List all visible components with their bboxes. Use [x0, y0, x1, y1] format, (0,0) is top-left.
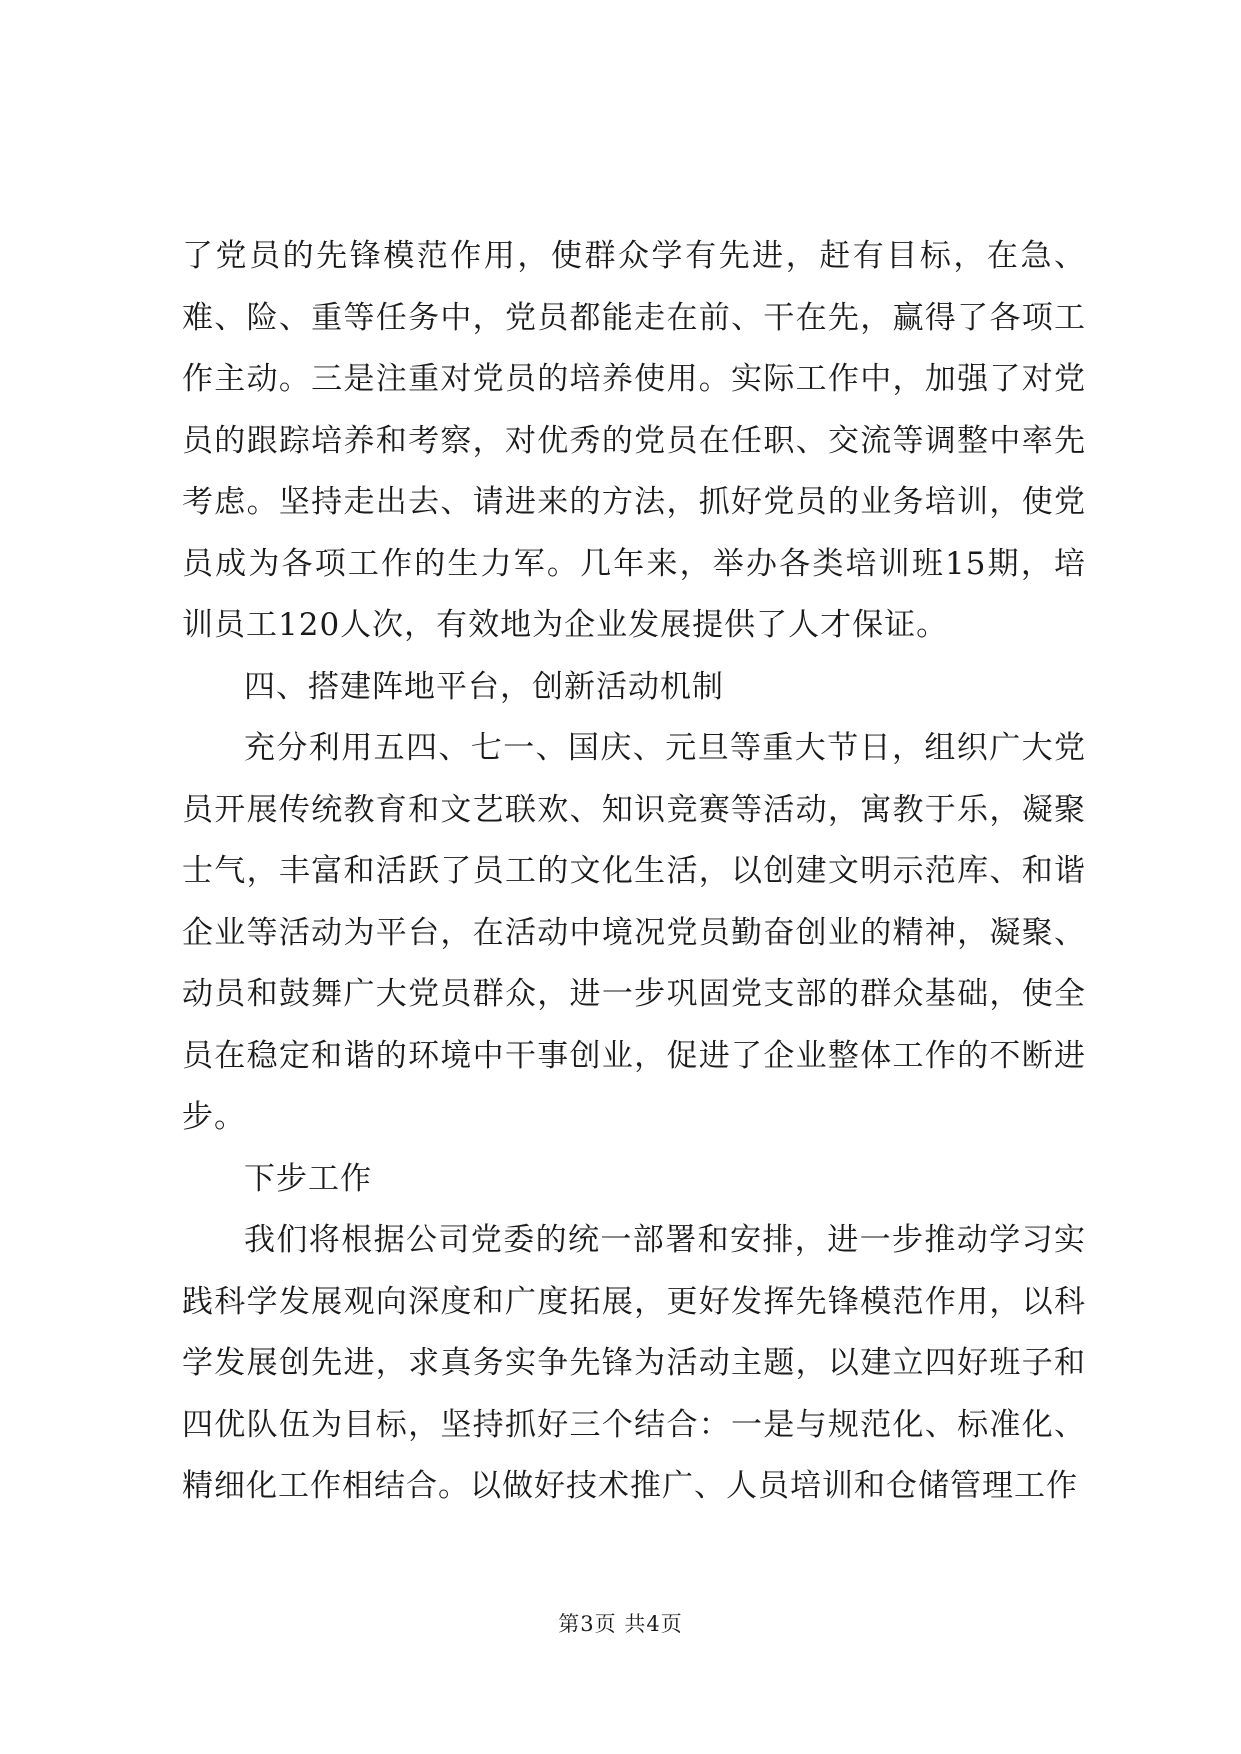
paragraph-continued: 了党员的先锋模范作用，使群众学有先进，赶有目标，在急、难、险、重等任务中，党员都能走在前、干在先，赢得了各项工作主动。三是注重对党员的培养使用。实际工作中，加强了对党员的跟踪培养和考察，对优秀的党员在任职、交流等调整中率先考虑。坚持走出去、请进来的方法，抓好党员的业务培训，使党员成为各项工作的生力军。几年来，举办各类培训班15期，培训员工120人次，有效地为企业发展提供了人才保证。 [182, 238, 1086, 643]
paragraph-next-steps: 我们将根据公司党委的统一部署和安排，进一步推动学习实践科学发展观向深度和广度拓展，更好发挥先锋模范作用，以科学发展创先进，求真务实争先锋为活动主题，以建立四好班子和四优队伍为目标，坚持抓好三个结合：一是与规范化、标准化、精细化工作相结合。以做好技术推广、人员培训和仓储管理工作 [182, 1222, 1086, 1504]
section-heading-next-steps: 下步工作 [244, 1160, 372, 1197]
paragraph-activities: 充分利用五四、七一、国庆、元旦等重大节日，组织广大党员开展传统教育和文艺联欢、知识竞赛等活动，寓教于乐，凝聚士气，丰富和活跃了员工的文化生活，以创建文明示范库、和谐企业等活动为平台，在活动中境况党员勤奋创业的精神，凝聚、动员和鼓舞广大党员群众，进一步巩固党支部的群众基础，使全员在稳定和谐的环境中干事创业，促进了企业整体工作的不断进步。 [182, 730, 1086, 1135]
section-heading-platform: 四、搭建阵地平台，创新活动机制 [244, 668, 724, 705]
page-footer: 第3页 共4页 [558, 1612, 683, 1636]
document-body [182, 226, 1086, 1518]
